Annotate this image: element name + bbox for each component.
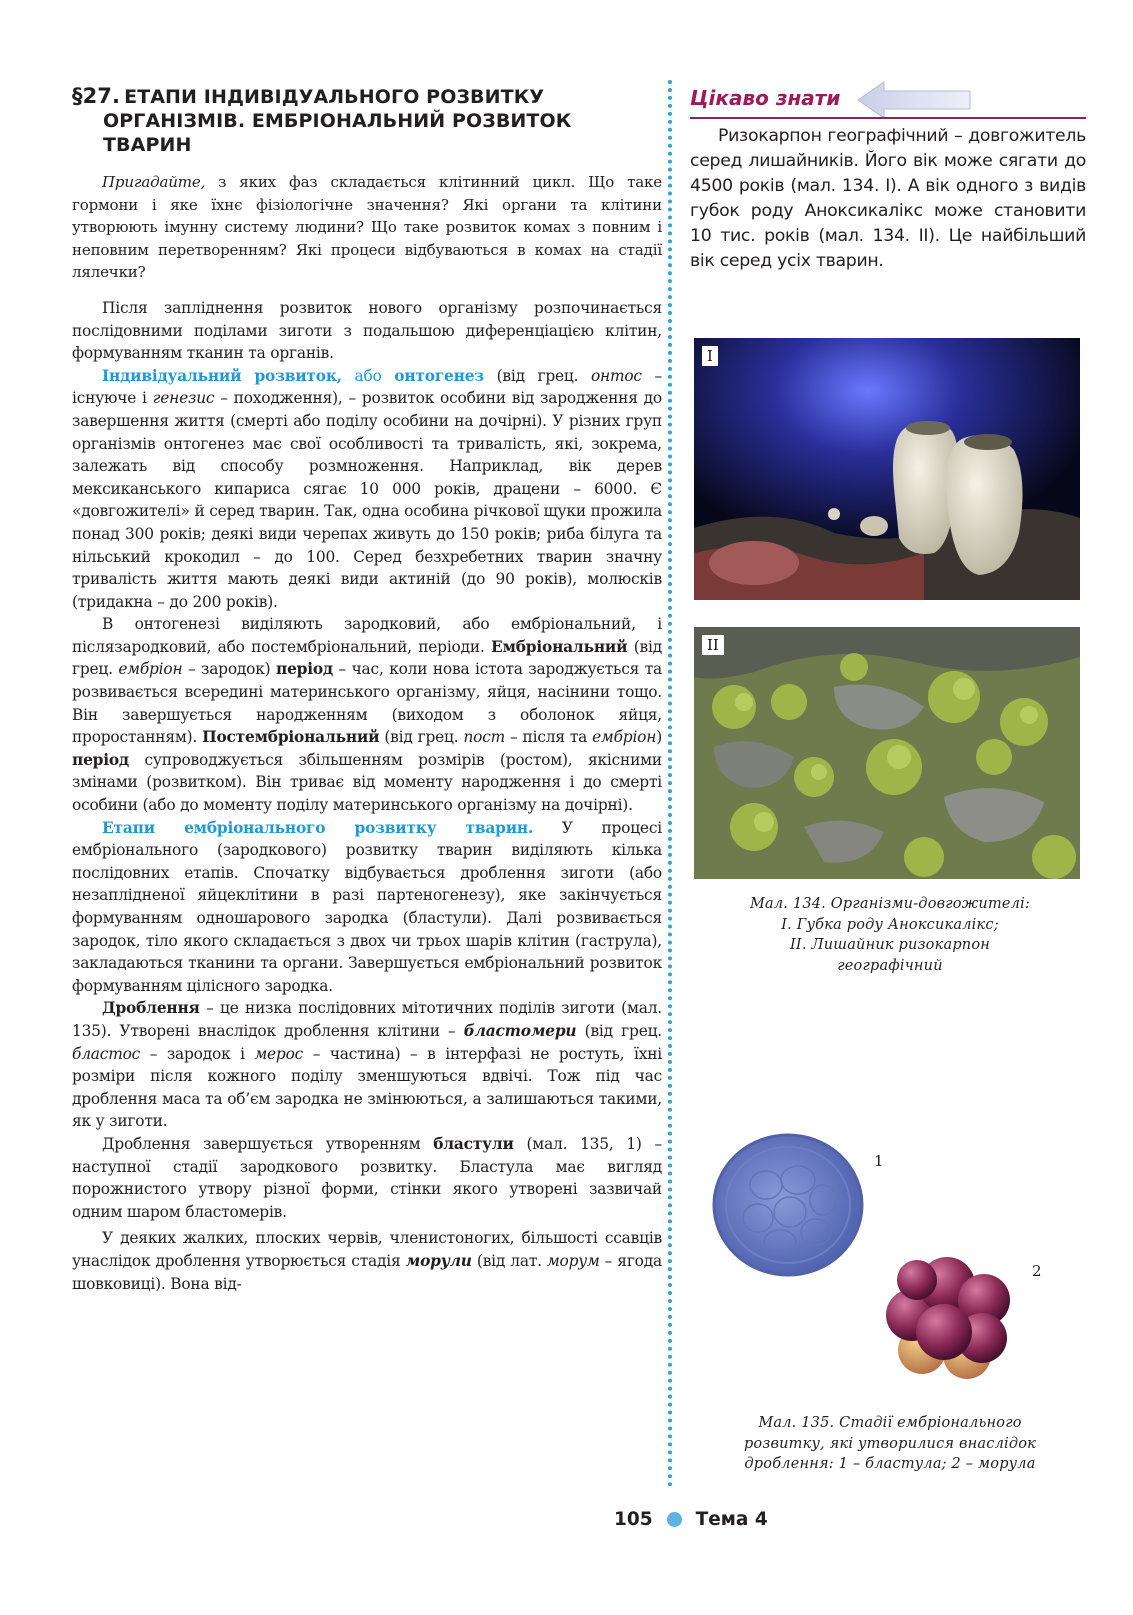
text-span: супроводжується збільшенням розмірів (ростом), якісними змінами (розвитком). Він триває від моменту народження і до смерті особини (або до моменту поділу материнського організму на дочірні).	[72, 750, 662, 815]
text-span: )	[656, 728, 662, 747]
text-span: (від грец.	[72, 637, 662, 679]
caption-134-line: I. Губка роду Аноксикалікс;	[781, 916, 999, 933]
term-cleavage: Дроблення	[102, 999, 200, 1018]
term-period-2: період	[72, 750, 129, 769]
paragraph-number: §27.	[72, 84, 121, 108]
caption-135-line: дроблення: 1 – бластула; 2 – морула	[744, 1456, 1036, 1472]
sponge-image	[694, 338, 1080, 600]
caption-134-line: II. Лишайник ризокарпон	[789, 937, 991, 953]
term-blastula: бластули	[433, 1134, 514, 1153]
word-ontos: онтос	[590, 366, 642, 385]
text-span: (від грец.	[483, 366, 591, 385]
text-span: (від лат.	[471, 1251, 547, 1270]
term-period: період	[276, 660, 333, 679]
lichen-image	[694, 627, 1080, 879]
blastula-label: 1	[874, 1152, 884, 1170]
term-stages: Етапи ембріонального розвитку тварин.	[102, 818, 534, 837]
term-postembryonic: Постембріональний	[202, 728, 380, 747]
text-span: Дроблення завершується утворенням	[102, 1134, 434, 1153]
text-span: – після та	[505, 728, 593, 747]
text-span: – походження), – розвиток особини від зародження до завершення життя (смерті або поділу особини на дочірні). У різних груп організмів онтогенез має свої особливості та тривалість, які, зокрема, залежать від способу розмноження. Наприклад, вік дерев мексиканського кипариса сягає 10 000 років, драцени – 6000. Є «довгожителі» й серед тварин. Так, одна особина річкової щуки прожила понад 300 років; деякі види черепах живуть до 150 років; риба білуга та нільський крокодил – до 100. Серед безхребетних тварин значну тривалість життя мають деякі види актиній (до 90 років), молюсків (тридакна – до 200 років).	[72, 389, 662, 611]
caption-134-line: Мал. 134. Організми-довгожителі:	[749, 896, 1031, 912]
text-span: У процесі ембріонального (зародкового) розвитку тварин виділяють кілька послідовних етапів. Спочатку відбувається дроблення зиготи (або незаплідненої яйцеклітини в разі партеногенезу), яке закінчується формуванням одношарового зародка (бластули). Далі розвивається зародок, тіло якого складається з двох чи трьох шарів клітин (гаструла), закладаються тканини та органи. Завершується ембріональний розвиток формуванням цілісного зародка.	[72, 818, 662, 995]
main-column	[72, 84, 662, 1295]
word-morum: морум	[546, 1251, 600, 1270]
morula-label: 2	[1032, 1262, 1042, 1280]
photo-lichen	[694, 627, 1080, 879]
word-blastos: бластос	[72, 1044, 141, 1063]
blastula-image	[708, 1130, 868, 1280]
page-number: 105	[614, 1509, 653, 1530]
recall-lead: Пригадайте,	[102, 173, 206, 191]
paragraph-periods	[72, 613, 662, 816]
text-span: – зародок і	[140, 1044, 255, 1063]
photo2-label: II	[702, 635, 724, 655]
paragraph-ontogenesis	[72, 365, 662, 614]
topic-label: Тема 4	[695, 1509, 768, 1530]
footer-dot-icon	[667, 1512, 682, 1527]
recall-text: з яких фаз складається клітинний цикл. Що таке гормони і яке їхнє фізіологічне значення? Які органи та клітини утворюють імунну систему людини? Що таке розвиток комах з повним і неповним перетворенням? Які процеси відбуваються в комах на стадії лялечки?	[72, 173, 662, 282]
title-line-2: ОРГАНІЗМІВ. ЕМБРІОНАЛЬНИЙ РОЗВИТОК ТВАРИН	[103, 110, 572, 156]
did-you-know-text: Ризокарпон географічний – довгожитель серед лишайників. Його вік може сягати до 4500 років (мал. 134. І). А вік одного з видів губок роду Аноксикалікс може становити 10 тис. років (мал. 134. ІІ). Це найбільший вік серед усіх тварин.	[690, 126, 1086, 271]
caption-135-line: розвитку, які утворилися внаслідок	[743, 1435, 1037, 1452]
term-or: або	[341, 366, 395, 385]
term-embryonic: Ембріональний	[491, 637, 628, 656]
arrow-left-icon	[854, 78, 974, 122]
recall-questions	[72, 171, 662, 284]
title-line-1: ЕТАПИ ІНДИВІДУАЛЬНОГО РОЗВИТКУ	[124, 86, 545, 108]
paragraph-blastula	[72, 1133, 662, 1223]
word-embryon: ембріон	[118, 660, 183, 679]
caption-134-line: географічний	[837, 957, 943, 974]
term-morula: морули	[405, 1251, 472, 1270]
photo-sponge	[694, 338, 1080, 600]
figure-135-caption	[690, 1413, 1090, 1475]
text-span: – це низка послідовних мітотичних поділів зиготи (мал. 135). Утворені внаслідок дроблення клітини –	[72, 999, 662, 1040]
text-span: – ягода шовковиці). Вона від-	[72, 1251, 662, 1293]
text-span: – частина) – в інтерфазі не ростуть, їхні розміри після кожного поділу зменшуються вдвічі. Тож під час дроблення маса та об’єм зародка не змінюються, а залишаються такими, як у зиготи.	[72, 1044, 662, 1131]
page-footer	[614, 1509, 768, 1530]
paragraph-morula	[72, 1227, 662, 1295]
paragraph-1: Після запліднення розвиток нового організму розпочинається послідовними поділами зиготи з подальшою диференціацією клітин, формуванням тканин та органів.	[72, 298, 662, 363]
column-divider	[668, 80, 672, 1488]
page-title	[72, 84, 662, 157]
word-genesis: генезис	[152, 389, 215, 408]
paragraph-cleavage	[72, 997, 662, 1133]
photo1-label: I	[702, 346, 718, 366]
word-post: пост	[463, 728, 506, 747]
text-span: (мал. 135, 1) – наступної стадії зародкового розвитку. Бластула має вигляд порожнистого утвору різної форми, стінки якого утворені зазвичай одним шаром бластомерів.	[72, 1134, 662, 1221]
term-individual-development: Індивідуальний розвиток,	[102, 366, 342, 385]
did-you-know-title: Цікаво знати	[690, 86, 841, 110]
body-text	[72, 297, 662, 1295]
text-span: В онтогенезі виділяють зародковий, або ембріональний, і післязародковий, або постембріональний, періоди.	[72, 615, 662, 656]
term-ontogenesis: онтогенез	[394, 366, 484, 385]
did-you-know-header	[690, 84, 1086, 120]
paragraph-stages	[72, 817, 662, 998]
text-span: (від грец.	[379, 728, 464, 747]
caption-135-line: Мал. 135. Стадії ембріонального	[758, 1415, 1022, 1431]
text-span: У деяких жалких, плоских червів, членистоногих, більшості ссавців унаслідок дроблення утворюється стадія	[72, 1229, 662, 1270]
word-embryon-2: ембріон	[592, 728, 657, 747]
text-span: – час, коли нова істота зароджується та розвивається всередині материнського організму, яйця, насінини тощо. Він завершується народженням (виходом з оболонок яйця, проростанням).	[72, 660, 662, 747]
term-blastomeres: бластомери	[463, 1021, 577, 1040]
word-meros: мерос	[254, 1044, 304, 1063]
did-you-know-underline	[690, 117, 1086, 119]
text-span: – зародок)	[182, 660, 276, 679]
morula-image	[872, 1240, 1022, 1390]
text-span: – існуюче і	[72, 366, 662, 408]
text-span: (від грец.	[576, 1021, 662, 1040]
figure-134-caption	[690, 894, 1090, 976]
